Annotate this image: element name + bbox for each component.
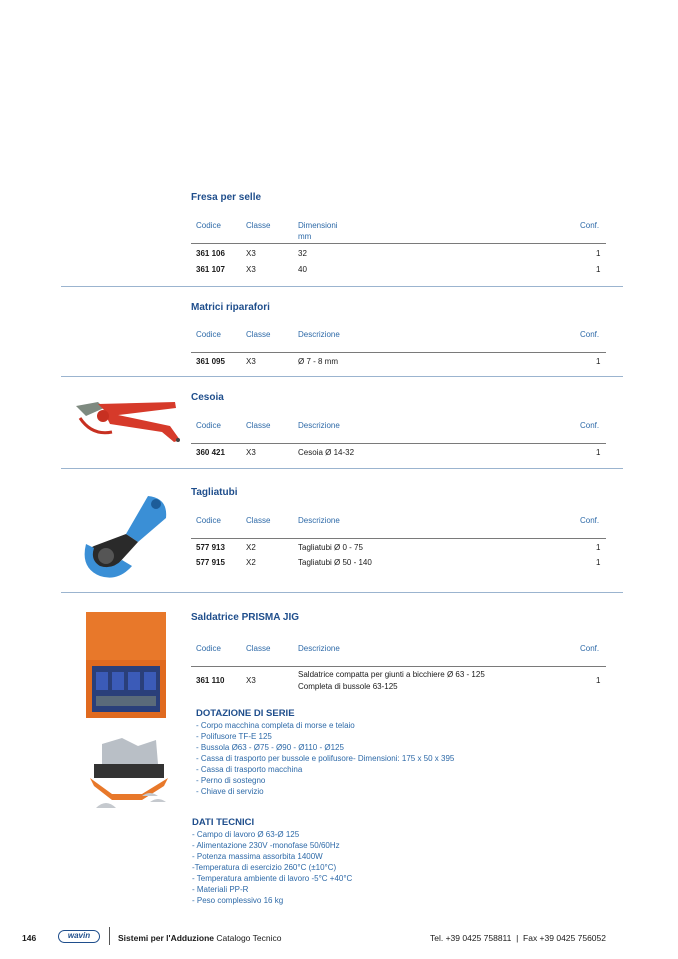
list-item: - Cassa di trasporto macchina: [196, 765, 303, 774]
list-item: - Perno di sostegno: [196, 776, 266, 785]
row-codice: 577 915: [196, 558, 225, 567]
col-header-codice: Codice: [196, 330, 221, 339]
col-header-descrizione: Descrizione: [298, 330, 340, 339]
row-classe: X3: [246, 676, 256, 685]
row-desc: Cesoia Ø 14-32: [298, 448, 355, 457]
dotazione-title: DOTAZIONE DI SERIE: [196, 708, 295, 719]
row-codice: 361 110: [196, 676, 225, 685]
list-item: - Cassa di trasporto per bussole e polifusore- Dimensioni: 175 x 50 x 395: [196, 754, 455, 763]
list-item: - Peso complessivo 16 kg: [192, 896, 284, 905]
list-item: - Bussola Ø63 - Ø75 - Ø90 - Ø110 - Ø125: [196, 743, 344, 752]
table-rule: [191, 666, 606, 667]
row-desc: 40: [298, 265, 307, 274]
welder-machine-image: [82, 734, 178, 822]
col-header-codice: Codice: [196, 221, 221, 230]
row-conf: 1: [596, 265, 601, 274]
table-rule: [191, 243, 606, 244]
row-desc: 32: [298, 249, 307, 258]
col-header-codice: Codice: [196, 421, 221, 430]
col-header-mm: mm: [298, 232, 312, 241]
list-item: - Campo di lavoro Ø 63-Ø 125: [192, 830, 300, 839]
row-conf: 1: [596, 448, 601, 457]
row-classe: X2: [246, 558, 256, 567]
footer-series: [118, 933, 281, 943]
list-item: - Polifusore TF-E 125: [196, 732, 272, 741]
row-desc: Tagliatubi Ø 0 - 75: [298, 543, 363, 552]
list-item: - Temperatura ambiente di lavoro -5°C +40°C: [192, 874, 353, 883]
table-rule: [191, 352, 606, 353]
list-item: - Potenza massima assorbita 1400W: [192, 852, 323, 861]
section-separator: [61, 376, 623, 377]
list-item: - Alimentazione 230V -monofase 50/60Hz: [192, 841, 340, 850]
row-desc: Ø 7 - 8 mm: [298, 357, 339, 366]
col-header-classe: Classe: [246, 221, 271, 230]
row-conf: 1: [596, 558, 601, 567]
row-codice: 361 106: [196, 249, 225, 258]
shears-image: [70, 396, 188, 454]
row-codice: 360 421: [196, 448, 225, 457]
col-header-classe: Classe: [246, 421, 271, 430]
footer-series-bold: Sistemi per l'Adduzione: [118, 933, 215, 943]
footer-divider: [109, 927, 110, 945]
dati-tecnici-list: [192, 829, 352, 906]
list-item: - Chiave di servizio: [196, 787, 264, 796]
welder-case-image: [84, 610, 170, 722]
row-conf: 1: [596, 676, 601, 685]
col-header-codice: Codice: [196, 644, 221, 653]
list-item: - Materiali PP-R: [192, 885, 249, 894]
row-desc: Tagliatubi Ø 50 - 140: [298, 558, 372, 567]
row-codice: 361 095: [196, 357, 225, 366]
dotazione-list: [196, 720, 454, 797]
section-title-cesoia: Cesoia: [191, 392, 224, 403]
list-item: - Corpo macchina completa di morse e telaio: [196, 721, 355, 730]
col-header-classe: Classe: [246, 644, 271, 653]
row-codice: 361 107: [196, 265, 225, 274]
row-conf: 1: [596, 543, 601, 552]
table-rule: [191, 443, 606, 444]
section-separator: [61, 286, 623, 287]
row-classe: X2: [246, 543, 256, 552]
row-codice: 577 913: [196, 543, 225, 552]
col-header-codice: Codice: [196, 516, 221, 525]
row-classe: X3: [246, 448, 256, 457]
row-conf: 1: [596, 357, 601, 366]
dati-tecnici-title: DATI TECNICI: [192, 817, 255, 828]
row-classe: X3: [246, 357, 256, 366]
section-separator: [61, 592, 623, 593]
row-classe: X3: [246, 249, 256, 258]
section-title-tagliatubi: Tagliatubi: [191, 487, 238, 498]
col-header-conf: Conf.: [580, 421, 600, 430]
row-classe: X3: [246, 265, 256, 274]
row-desc-line2: Completa di bussole 63-125: [298, 682, 398, 691]
pipe-cutter-image: [78, 490, 173, 582]
table-rule: [191, 538, 606, 539]
col-header-classe: Classe: [246, 516, 271, 525]
section-title-fresa: Fresa per selle: [191, 192, 262, 203]
col-header-conf: Conf.: [580, 330, 600, 339]
section-title-matrici: Matrici riparafori: [191, 302, 270, 313]
col-header-descrizione: Descrizione: [298, 516, 340, 525]
col-header-descrizione: Descrizione: [298, 421, 340, 430]
col-header-dimensioni: Dimensioni: [298, 221, 338, 230]
section-separator: [61, 468, 623, 469]
col-header-classe: Classe: [246, 330, 271, 339]
footer-series-rest: Catalogo Tecnico: [214, 933, 282, 943]
footer-contact: Tel. +39 0425 758811 | Fax +39 0425 756052: [430, 933, 606, 943]
section-title-saldatrice: Saldatrice PRISMA JIG: [191, 612, 299, 623]
row-desc-line1: Saldatrice compatta per giunti a bicchiere Ø 63 - 125: [298, 670, 485, 679]
page-number: 146: [22, 933, 37, 943]
col-header-descrizione: Descrizione: [298, 644, 340, 653]
wavin-logo: wavin: [58, 930, 100, 943]
col-header-conf: Conf.: [580, 516, 600, 525]
col-header-conf: Conf.: [580, 221, 600, 230]
row-conf: 1: [596, 249, 601, 258]
list-item: -Temperatura di esercizio 260°C (±10°C): [192, 863, 337, 872]
col-header-conf: Conf.: [580, 644, 600, 653]
